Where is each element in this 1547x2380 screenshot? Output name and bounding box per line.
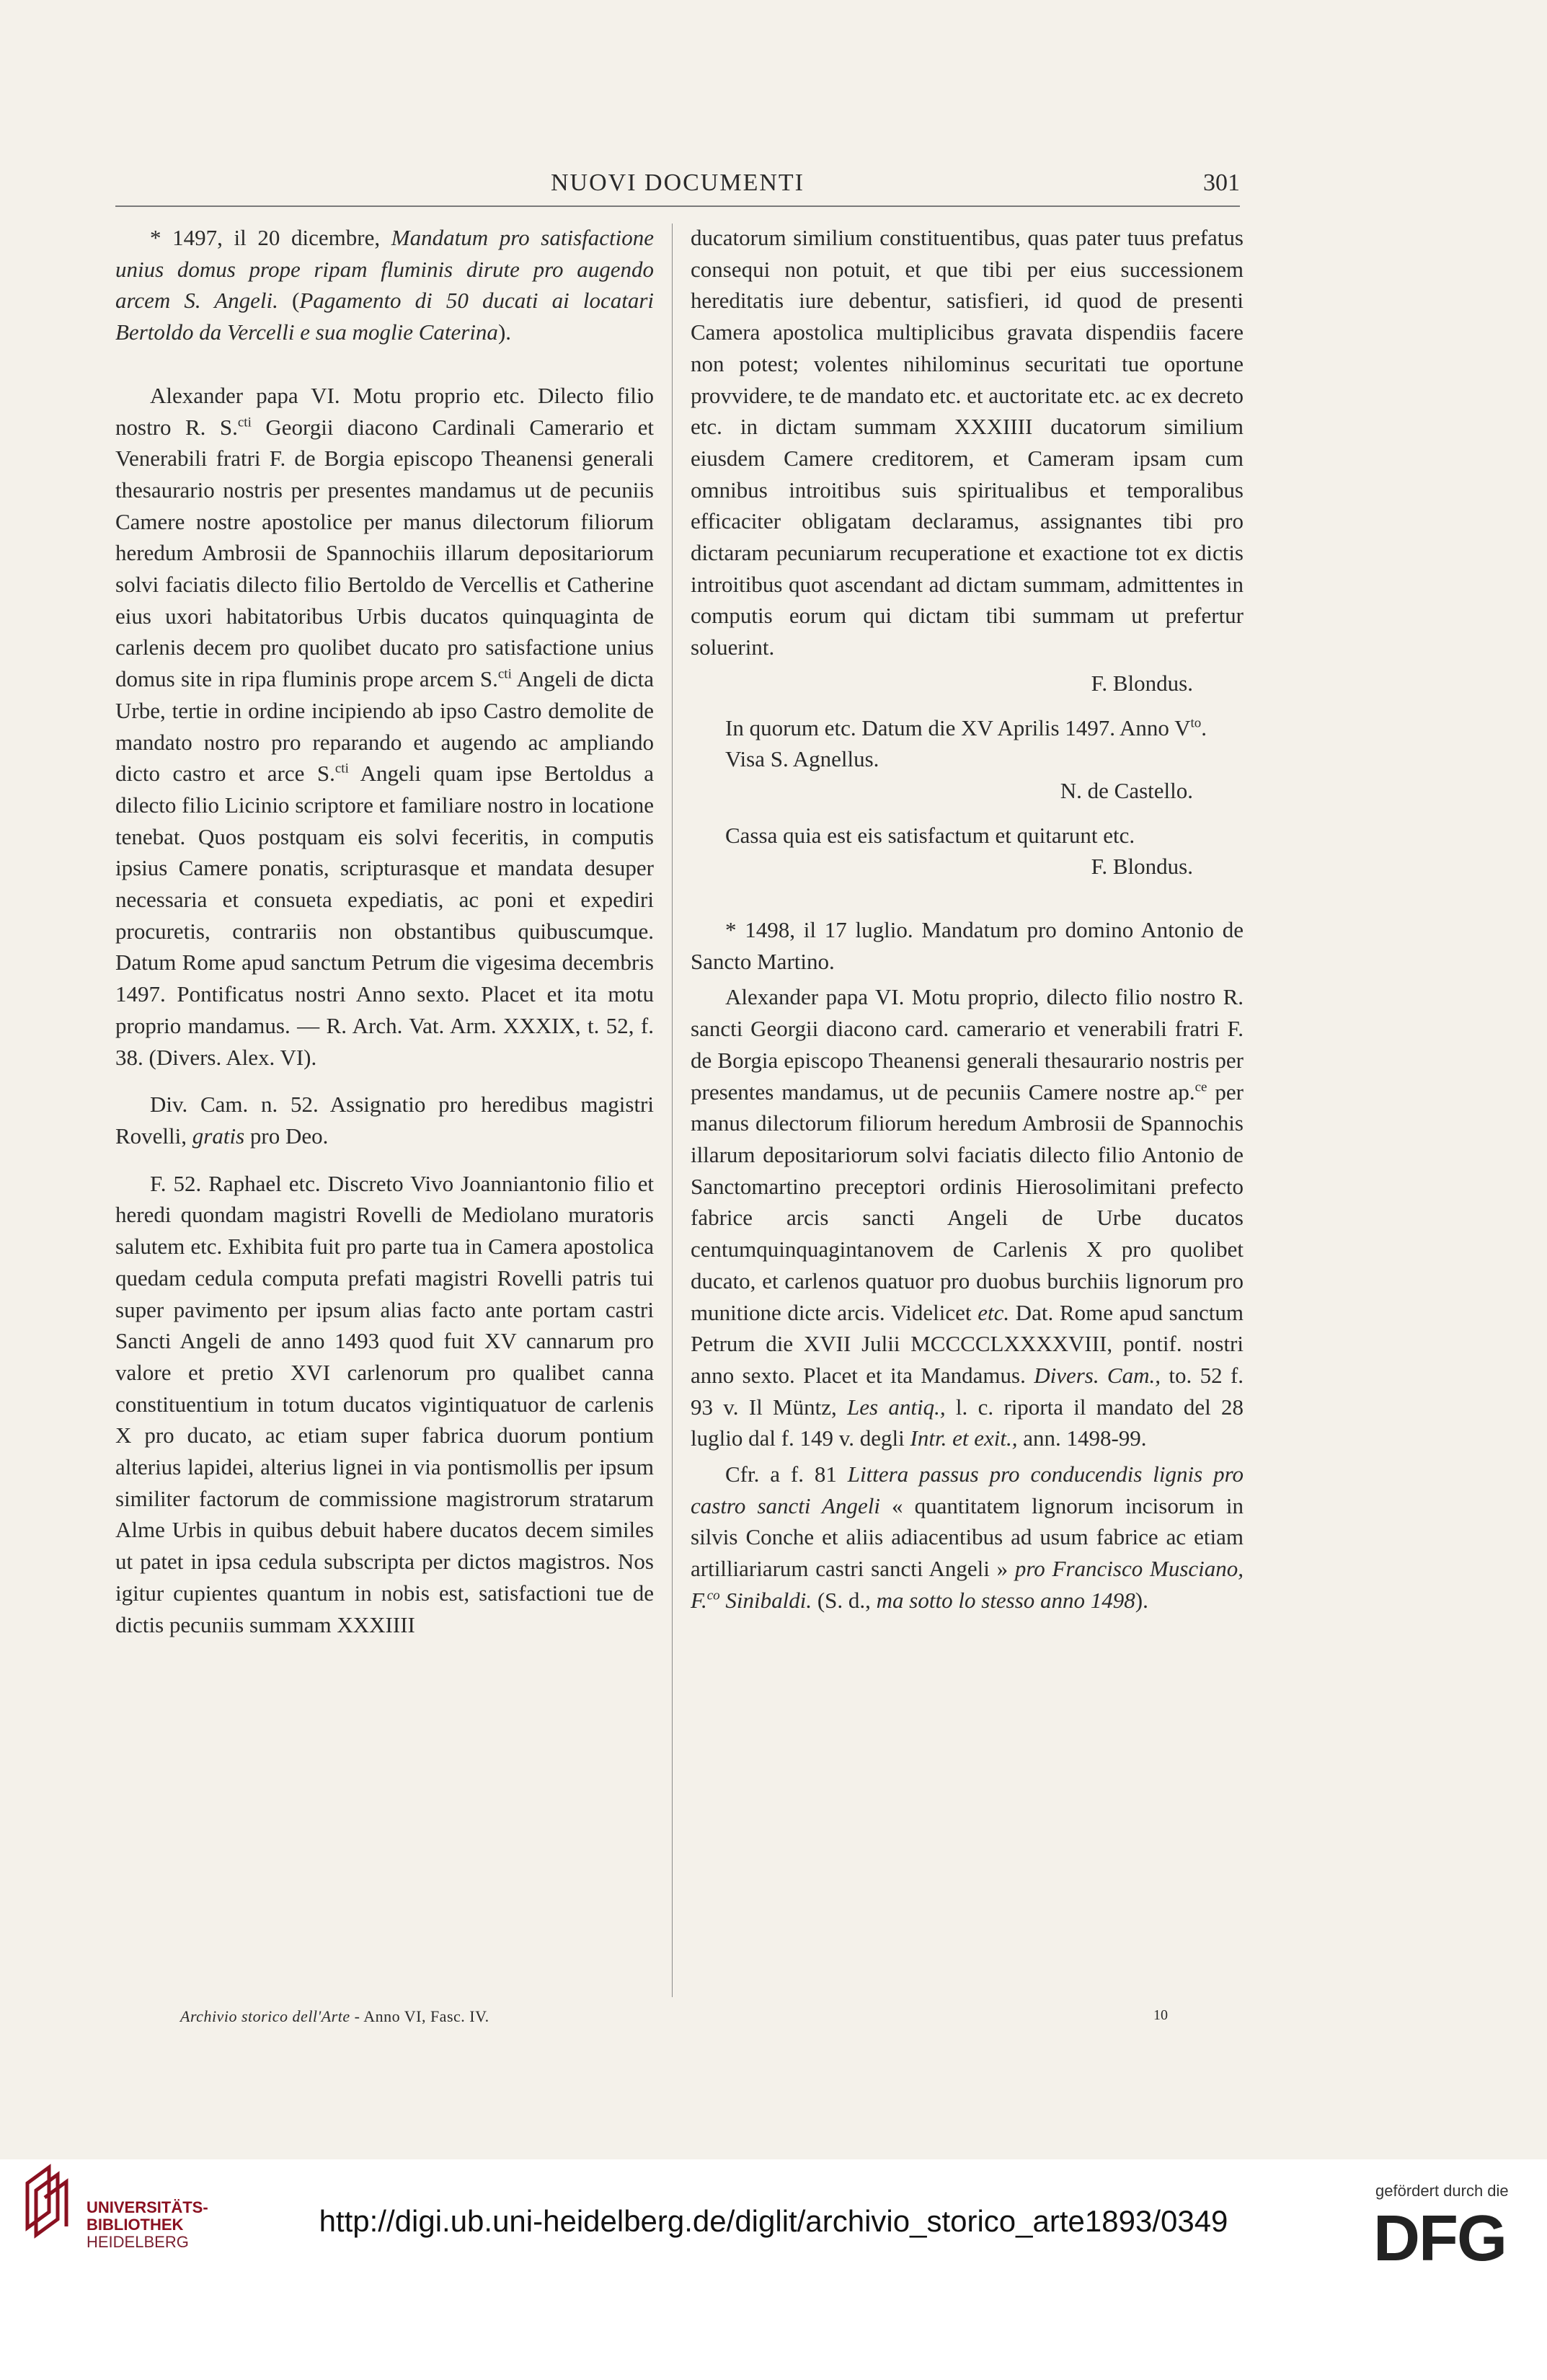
entry-heading-1498: * 1498, il 17 luglio. Mandatum pro domino Antonio de Sancto Martino. (691, 917, 1244, 974)
permalink-url[interactable]: http://digi.ub.uni-heidelberg.de/diglit/archivio_storico_arte1893/0349 (319, 2204, 1228, 2238)
library-name-line-1: UNIVERSITÄTS- (87, 2198, 208, 2216)
running-header (115, 169, 1240, 207)
funded-by-label: gefördert durch die (1375, 2182, 1509, 2200)
page-number: 301 (1203, 169, 1240, 196)
assignatio-continuation: ducatorum similium constituentibus, quas pater tuus prefatus consequi non potuit, et que tibi per eius successionem hereditatis iure debentur, satisfieri, id quod de presenti Camera apostolica multiplicibus gravata dispendiis facere non potest; volentes nihilominus securitati tue oportune provvidere, te de mandato etc. et auctoritate etc. ac ex decreto etc. in dictam summam XXXIIII ducatorum similium eiusdem Camere creditorem, et Cameram ipsam cum omnibus introitibus suis spiritualibus et temporalibus efficaciter obligatam declaramus, assignantes tibi pro dictaram pecuniarum recuperatione et exactione tot ex dictis introitibus quot ascendant ad dictam summam, admittentes in computis eorum qui dictam tibi summam ut prefertur soluerint. (691, 225, 1244, 660)
assignatio-heading: Div. Cam. n. 52. Assignatio pro heredibus magistri Rovelli, gratis pro Deo. (115, 1092, 654, 1149)
cassa-note: Cassa quia est eis satisfactum et quitarunt etc. (725, 822, 1135, 848)
entry-heading-1497: * 1497, il 20 dicembre, Mandatum pro satisfactione unius domus prope ripam fluminis dirute pro augendo arcem S. Angeli. (Pagamento di 50 ducati ai locatari Bertoldo da Vercelli e sua moglie Caterina). (115, 225, 654, 345)
signature-blondus-2: F. Blondus. (1091, 854, 1193, 880)
assignatio-text: F. 52. Raphael etc. Discreto Vivo Joanniantonio filio et heredi quondam magistri Rovelli de Mediolano muratoris salutem etc. Exhibita fuit pro parte tua in Camera apostolica quedam cedula computa prefati magistri Rovelli patris tui super pavimento per ipsum alias facto ante portam castri Sancti Angeli de anno 1493 quod fuit XV cannarum pro valore et pretio XVI carlenorum pro qualibet canna constituentium in totum ducatos vigintiquatuor de carlenis X pro ducato, ac etiam super fabrica duorum pontium alterius lapidei, alterius lignei in via pontismollis per ipsum similiter factorum de commissione magistrorum stratarum Alme Urbis in quibus debuit habere ducatos decem similes ut patet in ipsa cedula subscripta per dictos magistros. Nos igitur cupientes quantum in nobis est, satisfactioni tue de dictis pecuniis summam XXXIIII (115, 1170, 654, 1637)
library-name-line-2: BIBLIOTHEK (87, 2216, 184, 2234)
dfg-logo: DFG (1373, 2203, 1506, 2275)
printer-signature-mark: 10 (1153, 2007, 1168, 2023)
visa-line: Visa S. Agnellus. (725, 746, 879, 772)
digitization-banner (0, 2159, 1547, 2380)
right-column (691, 222, 1244, 1616)
mandate-text-1497: Alexander papa VI. Motu proprio etc. Dilecto filio nostro R. S.$^{cti}$ Georgii diacono Cardinali Camerario et Venerabili fratri F. de Borgia episcopo Theanensi generali thesaurario nostris per presentes mandamus ut de pecuniis Camere nostre apostolice per manus dilectorum filiorum heredum Ambrosii de Spannochiis illarum depositariorum solvi faciatis dilecto filio Bertoldo de Vercellis et Catherine eius uxori habitatoribus Urbis ducatos quinquaginta de carlenis decem pro quolibet ducato pro satisfactione unius domus site in ripa fluminis prope arcem S.$^{cti}$ Angeli de dicta Urbe, tertie in ordine incipiendo ab ipso Castro demolite de mandato nostro pro reparando et augendo ac ampliando dicto castro et arce S.$^{cti}$ Angeli quam ipse Bertoldus a dilecto filio Licinio scriptore et familiare nostro in locatione tenebat. Quos postquam eis solvi feceritis, in computis ipsius Camere ponatis, scripturasque et mandata desuper necessaria et consueta expediatis, ac poni et expediri procuretis, contrariis non obstantibus quibuscumque. Datum Rome apud sanctum Petrum die vigesima decembris 1497. Pontificatus nostri Anno sexto. Placet et ita motu proprio mandamus. — R. Arch. Vat. Arm. XXXIX, t. 52, f. 38. (Divers. Alex. VI). (115, 382, 655, 1070)
datum-line: In quorum etc. Datum die XV Aprilis 1497. Anno $V^{to}$. (725, 715, 1207, 740)
left-column (115, 222, 654, 1640)
running-title: NUOVI DOCUMENTI (550, 169, 805, 196)
signature-castello: N. de Castello. (1060, 777, 1193, 803)
signature-blondus-1: F. Blondus. (1091, 670, 1193, 696)
column-divider (672, 224, 673, 1997)
cfr-note: Cfr. a f. 81 Littera passus pro conducendis lignis pro castro sancti Angeli « quantitatem lignorum incisorum in silvis Conche et aliis adiacentibus ad usum fabrice ac etiam artilliariarum castri sancti Angeli » pro Francisco Musciano, F.$^{co}$ Sinibaldi. (S. d., ma sotto lo stesso anno 1498). (691, 1461, 1244, 1613)
library-name-line-3: HEIDELBERG (87, 2233, 189, 2251)
mandate-text-1498: Alexander papa VI. Motu proprio, dilecto filio nostro R. sancti Georgii diacono card. camerario et venerabili fratri F. de Borgia episcopo Theanensi generali thesaurario nostris per presentes mandamus, ut de pecuniis Camere nostre ap.$^{ce}$ per manus dilectorum filiorum heredum Ambrosii de Spannochis illarum depositariorum solvi faciatis dilecto filio Antonio de Sanctomartino preceptori ordinis Hierosolimitani prefecto fabrice arcis sancti Angeli de Urbe ducatos centumquinquagintanovem de Carlenis X pro quolibet ducato, et carlenos quatuor pro duobus burchiis lignorum pro munitione dicte arcis. Videlicet etc. Dat. Rome apud sanctum Petrum die XVII Julii MCCCCLXXXXVIII, pontif. nostri anno sexto. Placet et ita Mandamus. Divers. Cam., to. 52 f. 93 v. Il Müntz, Les antiq., l. c. riporta il mandato del 28 luglio dal f. 149 v. degli Intr. et exit., ann. 1498-99. (691, 984, 1244, 1451)
journal-footer: Archivio storico dell'Arte - Anno VI, Fasc. IV. (180, 2007, 489, 2025)
